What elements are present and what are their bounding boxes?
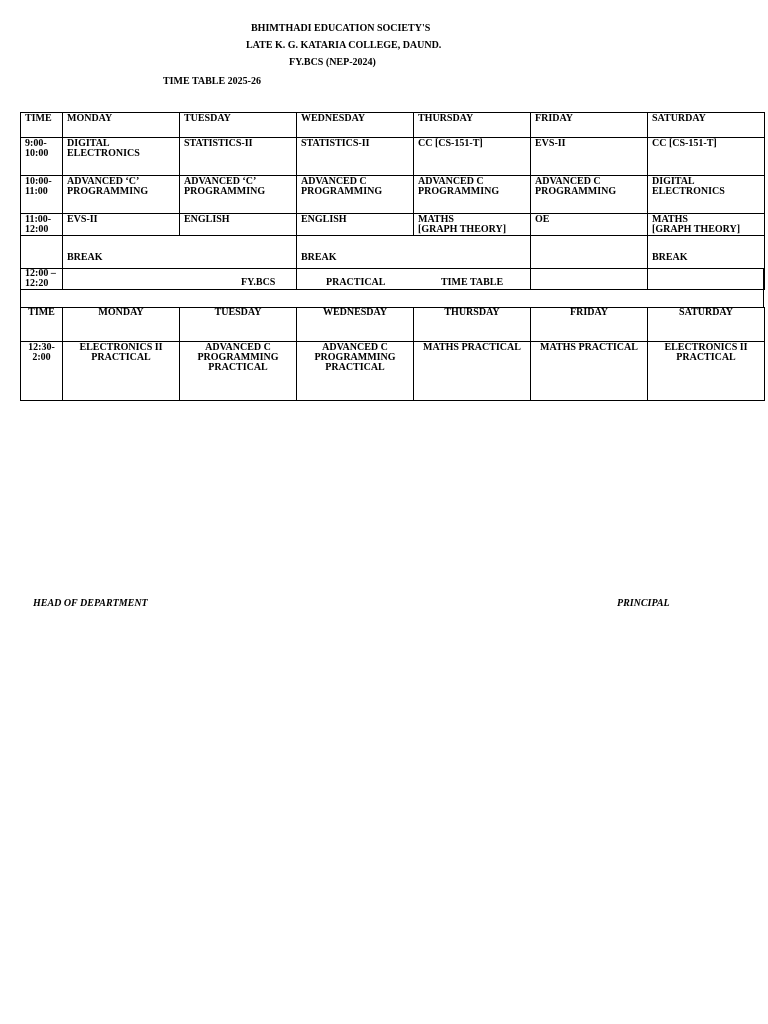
- break-cell: BREAK: [648, 236, 765, 290]
- header-cell: TUESDAY: [180, 113, 297, 138]
- subject-cell: DIGITAL ELECTRONICS: [648, 176, 765, 214]
- subject-cell: ADVANCED C PROGRAMMING: [414, 176, 531, 214]
- subject-cell: ADVANCED C PROGRAMMING: [531, 176, 648, 214]
- subject-cell: OE: [531, 214, 648, 236]
- practical-title-row: [20, 268, 764, 308]
- principal-signature-label: PRINCIPAL: [617, 598, 670, 609]
- subject-cell: STATISTICS-II: [297, 138, 414, 176]
- table-row: [21, 214, 765, 236]
- subject-cell: MATHS PRACTICAL: [531, 342, 648, 401]
- subject-cell: ENGLISH: [297, 214, 414, 236]
- subject-cell: ENGLISH: [180, 214, 297, 236]
- subject-cell: MATHS [GRAPH THEORY]: [648, 214, 765, 236]
- hod-signature-label: HEAD OF DEPARTMENT: [33, 598, 148, 609]
- subject-cell: ADVANCED ‘C’ PROGRAMMING: [63, 176, 180, 214]
- header-cell: FRIDAY: [531, 308, 648, 342]
- subject-cell: ADVANCED C PROGRAMMING PRACTICAL: [297, 342, 414, 401]
- header-cell: TUESDAY: [180, 308, 297, 342]
- practical-timetable-label: TIME TABLE: [441, 277, 504, 288]
- subject-cell: EVS-II: [63, 214, 180, 236]
- timetable-title: TIME TABLE 2025-26: [163, 76, 261, 87]
- header-cell: FRIDAY: [531, 113, 648, 138]
- subject-cell: ADVANCED ‘C’ PROGRAMMING: [180, 176, 297, 214]
- subject-cell: MATHS [GRAPH THEORY]: [414, 214, 531, 236]
- practical-timetable: [20, 307, 765, 401]
- college-name: LATE K. G. KATARIA COLLEGE, DAUND.: [246, 40, 442, 51]
- break-cell: BREAK: [63, 236, 297, 290]
- table-header-row: [21, 113, 765, 138]
- subject-cell: CC [CS-151-T]: [648, 138, 765, 176]
- subject-cell: MATHS PRACTICAL: [414, 342, 531, 401]
- subject-cell: ADVANCED C PROGRAMMING PRACTICAL: [180, 342, 297, 401]
- subject-cell: EVS-II: [531, 138, 648, 176]
- practical-course-label: FY.BCS: [241, 277, 276, 288]
- break-cell: BREAK: [297, 236, 531, 290]
- course-name: FY.BCS (NEP-2024): [289, 57, 376, 68]
- time-cell: 9:00- 10:00: [21, 138, 63, 176]
- table-row: [21, 176, 765, 214]
- header-cell: WEDNESDAY: [297, 308, 414, 342]
- subject-cell: CC [CS-151-T]: [414, 138, 531, 176]
- header-cell: MONDAY: [63, 308, 180, 342]
- header-cell: TIME: [21, 308, 63, 342]
- time-cell: 11:00- 12:00: [21, 214, 63, 236]
- subject-cell: ELECTRONICS II PRACTICAL: [63, 342, 180, 401]
- society-name: BHIMTHADI EDUCATION SOCIETY'S: [251, 23, 431, 34]
- header-cell: WEDNESDAY: [297, 113, 414, 138]
- theory-timetable: [20, 112, 765, 290]
- header-cell: TIME: [21, 113, 63, 138]
- header-cell: SATURDAY: [648, 308, 765, 342]
- table-row: [21, 138, 765, 176]
- header-cell: MONDAY: [63, 113, 180, 138]
- header-cell: THURSDAY: [414, 113, 531, 138]
- subject-cell: DIGITAL ELECTRONICS: [63, 138, 180, 176]
- subject-cell: ELECTRONICS II PRACTICAL: [648, 342, 765, 401]
- header-cell: THURSDAY: [414, 308, 531, 342]
- table-header-row: [21, 308, 765, 342]
- time-cell: 12:00 – 12:20: [21, 236, 63, 290]
- subject-cell: STATISTICS-II: [180, 138, 297, 176]
- practical-label: PRACTICAL: [326, 277, 386, 288]
- time-cell: 10:00- 11:00: [21, 176, 63, 214]
- table-row: [21, 342, 765, 401]
- time-cell: 12:30- 2:00: [21, 342, 63, 401]
- subject-cell: ADVANCED C PROGRAMMING: [297, 176, 414, 214]
- header-cell: SATURDAY: [648, 113, 765, 138]
